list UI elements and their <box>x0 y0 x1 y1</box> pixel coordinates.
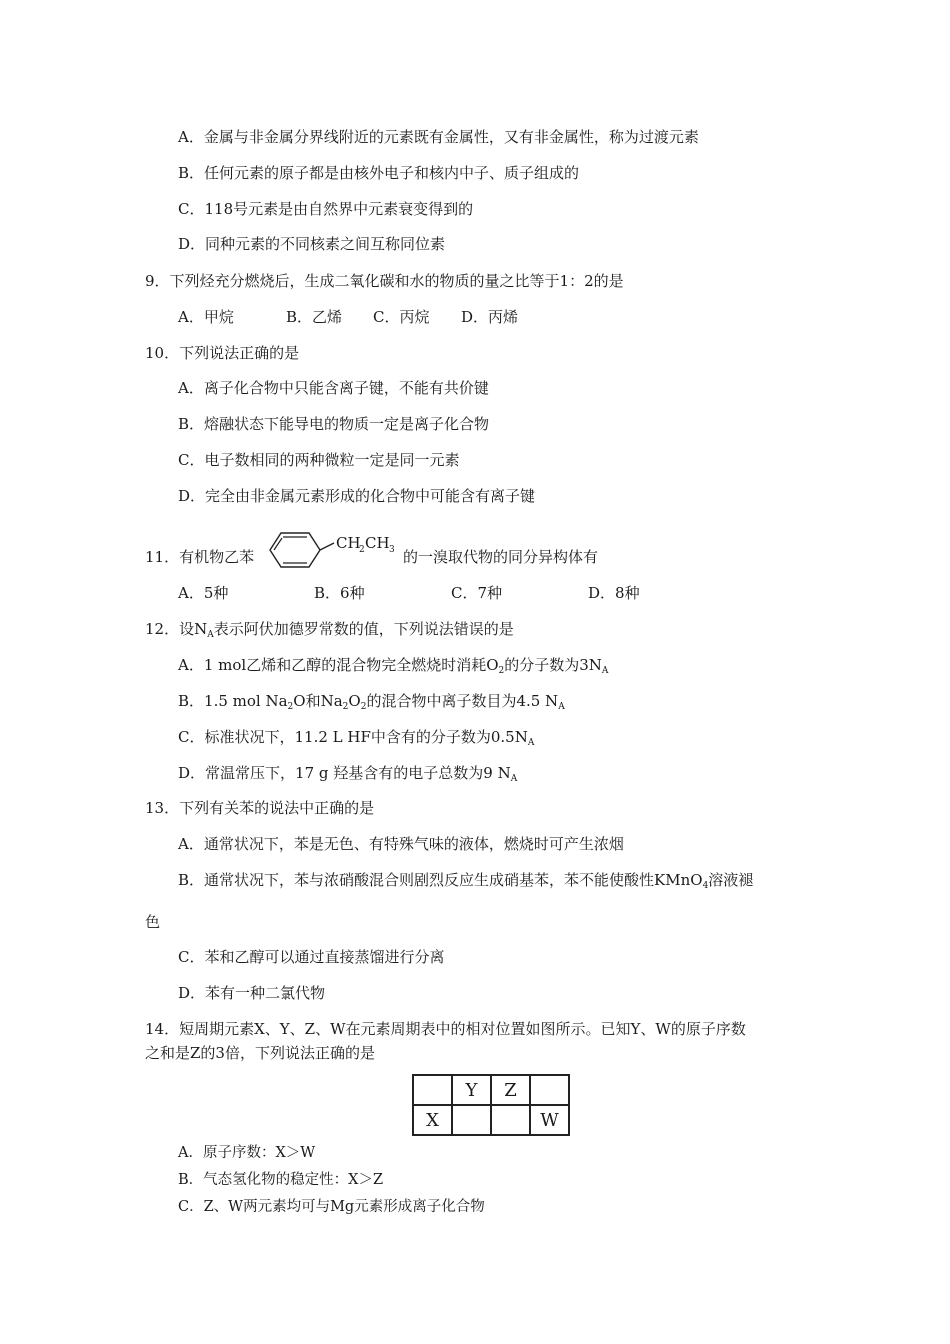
q11-option-b: B．6种 <box>314 584 365 602</box>
formula-sub-3: 3 <box>389 545 395 555</box>
q10-option-d: D．完全由非金属元素形成的化合物中可能含有离子键 <box>178 487 536 505</box>
table-row <box>413 1105 569 1135</box>
periodic-position-table <box>412 1074 570 1136</box>
table-cell <box>413 1075 452 1105</box>
q10-option-b: B．熔融状态下能导电的物质一定是离子化合物 <box>178 415 490 433</box>
table-row <box>413 1075 569 1105</box>
q10-option-a: A．离子化合物中只能含离子键，不能有共价键 <box>178 379 489 397</box>
q14-option-a: A．原子序数：X＞W <box>178 1145 316 1161</box>
q12-option-c: C．标准状况下，11.2 L HF中含有的分子数为$0.5N_A$ <box>178 728 535 748</box>
q11-option-a: A．5种 <box>178 584 229 602</box>
ethylbenzene-structure <box>262 527 407 573</box>
q9-option-a: A．甲烷 <box>178 308 234 326</box>
q12-option-a: A．1 mol乙烯和乙醇的混合物完全燃烧时消耗$O_2$的分子数为$3N_A$ <box>178 656 609 676</box>
formula-sub-2: 2 <box>359 545 365 555</box>
table-cell: Y <box>452 1075 491 1105</box>
q12-option-d: D．常温常压下，17 g 羟基含有的电子总数为9 $N_A$ <box>178 764 518 784</box>
q14-stem-line2: 之和是Z的3倍，下列说法正确的是 <box>145 1044 375 1062</box>
q8-option-b: B．任何元素的原子都是由核外电子和核内中子、质子组成的 <box>178 164 580 182</box>
q11-option-d: D．8种 <box>588 584 640 602</box>
q9-stem: 9．下列烃充分燃烧后，生成二氧化碳和水的物质的量之比等于1：2的是 <box>145 272 624 290</box>
q12-option-b: B．1.5 mol $Na_2O$和$Na_2O_2$的混合物中离子数目为4.5 $N_A$ <box>178 692 565 712</box>
formula-ch-2: CH <box>365 534 390 552</box>
q11-stem-pre: 11．有机物乙苯 <box>145 548 255 566</box>
q8-option-d: D．同种元素的不同核素之间互称同位素 <box>178 235 446 253</box>
q13-option-d: D．苯有一种二氯代物 <box>178 984 326 1002</box>
q14-option-b: B．气态氢化物的稳定性：X＞Z <box>178 1172 384 1188</box>
q13-option-b: B．通常状况下，苯与浓硝酸混合则剧烈反应生成硝基苯，苯不能使酸性KMnO$_4$溶液褪 <box>178 871 754 891</box>
q11-stem-post: 的一溴取代物的同分异构体有 <box>403 548 599 566</box>
table-cell: X <box>413 1105 452 1135</box>
q14-stem-line1: 14．短周期元素X、Y、Z、W在元素周期表中的相对位置如图所示。已知Y、W的原子序数 <box>145 1020 746 1038</box>
q9-option-d: D．丙烯 <box>461 308 519 326</box>
q13-option-b-wrap: 色 <box>145 913 161 931</box>
table-cell <box>530 1075 569 1105</box>
q9-option-c: C．丙烷 <box>373 308 430 326</box>
formula-ch: CH <box>336 534 361 552</box>
q9-option-b: B．乙烯 <box>286 308 343 326</box>
table-cell: Z <box>491 1075 530 1105</box>
q13-option-c: C．苯和乙醇可以通过直接蒸馏进行分离 <box>178 948 445 966</box>
q10-stem: 10．下列说法正确的是 <box>145 344 300 362</box>
table-cell <box>452 1105 491 1135</box>
q13-stem: 13．下列有关苯的说法中正确的是 <box>145 799 375 817</box>
q8-option-c: C．118号元素是由自然界中元素衰变得到的 <box>178 200 474 218</box>
table-cell: W <box>530 1105 569 1135</box>
q11-option-c: C．7种 <box>451 584 503 602</box>
q10-option-c: C．电子数相同的两种微粒一定是同一元素 <box>178 451 460 469</box>
q14-option-c: C．Z、W两元素均可与Mg元素形成离子化合物 <box>178 1199 485 1215</box>
q13-option-a: A．通常状况下，苯是无色、有特殊气味的液体，燃烧时可产生浓烟 <box>178 835 624 853</box>
q8-option-a: A．金属与非金属分界线附近的元素既有金属性，又有非金属性，称为过渡元素 <box>178 128 699 146</box>
table-cell <box>491 1105 530 1135</box>
q12-stem: 12．设$N_A$表示阿伏加德罗常数的值，下列说法错误的是 <box>145 620 514 640</box>
